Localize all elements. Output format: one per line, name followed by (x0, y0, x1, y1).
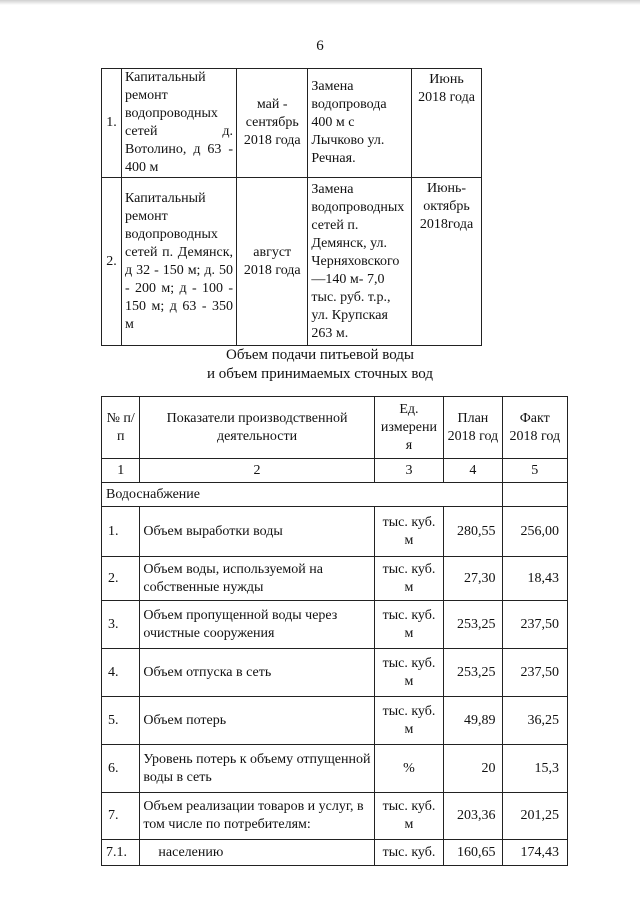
table-caption (0, 346, 640, 384)
col-number: 4 (444, 459, 502, 483)
header-fact: Факт 2018 год (502, 397, 567, 459)
table-row (102, 793, 568, 840)
header-row (102, 397, 568, 459)
row-number: 3. (102, 601, 140, 649)
work-dates: май - сентябрь 2018 года (237, 69, 308, 178)
row-unit: % (374, 745, 444, 793)
col-number: 1 (102, 459, 140, 483)
row-indicator: Объем отпуска в сеть (140, 649, 374, 697)
row-unit: тыс. куб. м (374, 601, 444, 649)
row-number: 7.1. (102, 840, 140, 866)
row-indicator: Объем потерь (140, 697, 374, 745)
work-title: Капитальный ремонт водопроводных сетей д. Вотолино, д 63 - 400 м (122, 69, 237, 178)
row-unit: тыс. куб. м (374, 557, 444, 601)
row-number: 5. (102, 697, 140, 745)
row-fact: 256,00 (502, 507, 567, 557)
table-row (102, 840, 568, 866)
page-number: 6 (316, 38, 324, 54)
row-fact: 174,43 (502, 840, 567, 866)
work-description: Замена водопроводных сетей п. Демянск, ул. Черняховского —140 м- 7,0 тыс. руб. т.р., ул. Крупская 263 м. (308, 178, 412, 346)
col-number: 2 (140, 459, 374, 483)
header-unit: Ед. измерени я (374, 397, 444, 459)
table-row (102, 745, 568, 793)
scan-edge (0, 0, 640, 5)
row-indicator: Объем реализации товаров и услуг, в том числе по потребителям: (140, 793, 374, 840)
row-number: 1. (102, 507, 140, 557)
table-row (102, 178, 482, 346)
work-period: Июнь- октябрь 2018года (412, 178, 482, 346)
row-indicator: Уровень потерь к объему отпущенной воды в сеть (140, 745, 374, 793)
row-unit: тыс. куб. (374, 840, 444, 866)
section-empty-cell (502, 483, 567, 507)
table-row (102, 507, 568, 557)
row-unit: тыс. куб. м (374, 793, 444, 840)
column-number-row (102, 459, 568, 483)
row-number: 2. (102, 557, 140, 601)
header-name: Показатели производственной деятельности (140, 397, 374, 459)
header-plan: План 2018 год (444, 397, 502, 459)
row-fact: 237,50 (502, 649, 567, 697)
table-row (102, 697, 568, 745)
row-plan: 49,89 (444, 697, 502, 745)
row-indicator: Объем воды, используемой на собственные нужды (140, 557, 374, 601)
row-fact: 237,50 (502, 601, 567, 649)
row-fact: 15,3 (502, 745, 567, 793)
row-plan: 253,25 (444, 601, 502, 649)
table-row (102, 557, 568, 601)
work-title: Капитальный ремонт водопроводных сетей п. Демянск, д 32 - 150 м; д. 50 - 200 м; д - 100 - 150 м; д 63 - 350 м (122, 178, 237, 346)
row-plan: 20 (444, 745, 502, 793)
work-description: Замена водопровода 400 м с Лычково ул. Речная. (308, 69, 412, 178)
row-fact: 201,25 (502, 793, 567, 840)
water-volume-table (101, 396, 568, 866)
header-num: № п/п (102, 397, 140, 459)
row-plan: 203,36 (444, 793, 502, 840)
works-table (101, 68, 482, 346)
row-plan: 160,65 (444, 840, 502, 866)
row-unit: тыс. куб. м (374, 507, 444, 557)
row-indicator: Объем пропущенной воды через очистные сооружения (140, 601, 374, 649)
section-row (102, 483, 568, 507)
table-row (102, 601, 568, 649)
row-fact: 18,43 (502, 557, 567, 601)
table-row (102, 649, 568, 697)
work-dates: август 2018 года (237, 178, 308, 346)
row-fact: 36,25 (502, 697, 567, 745)
row-plan: 253,25 (444, 649, 502, 697)
work-period: Июнь 2018 года (412, 69, 482, 178)
caption-line-2: и объем принимаемых сточных вод (206, 366, 434, 382)
row-number: 4. (102, 649, 140, 697)
row-indicator: населению (140, 840, 374, 866)
row-unit: тыс. куб. м (374, 697, 444, 745)
section-title: Водоснабжение (102, 483, 503, 507)
work-number: 2. (102, 178, 122, 346)
row-number: 6. (102, 745, 140, 793)
row-plan: 27,30 (444, 557, 502, 601)
caption-line-1: Объем подачи питьевой воды (226, 347, 414, 363)
row-indicator: Объем выработки воды (140, 507, 374, 557)
work-number: 1. (102, 69, 122, 178)
col-number: 3 (374, 459, 444, 483)
row-unit: тыс. куб. м (374, 649, 444, 697)
col-number: 5 (502, 459, 567, 483)
row-number: 7. (102, 793, 140, 840)
table-row (102, 69, 482, 178)
row-plan: 280,55 (444, 507, 502, 557)
